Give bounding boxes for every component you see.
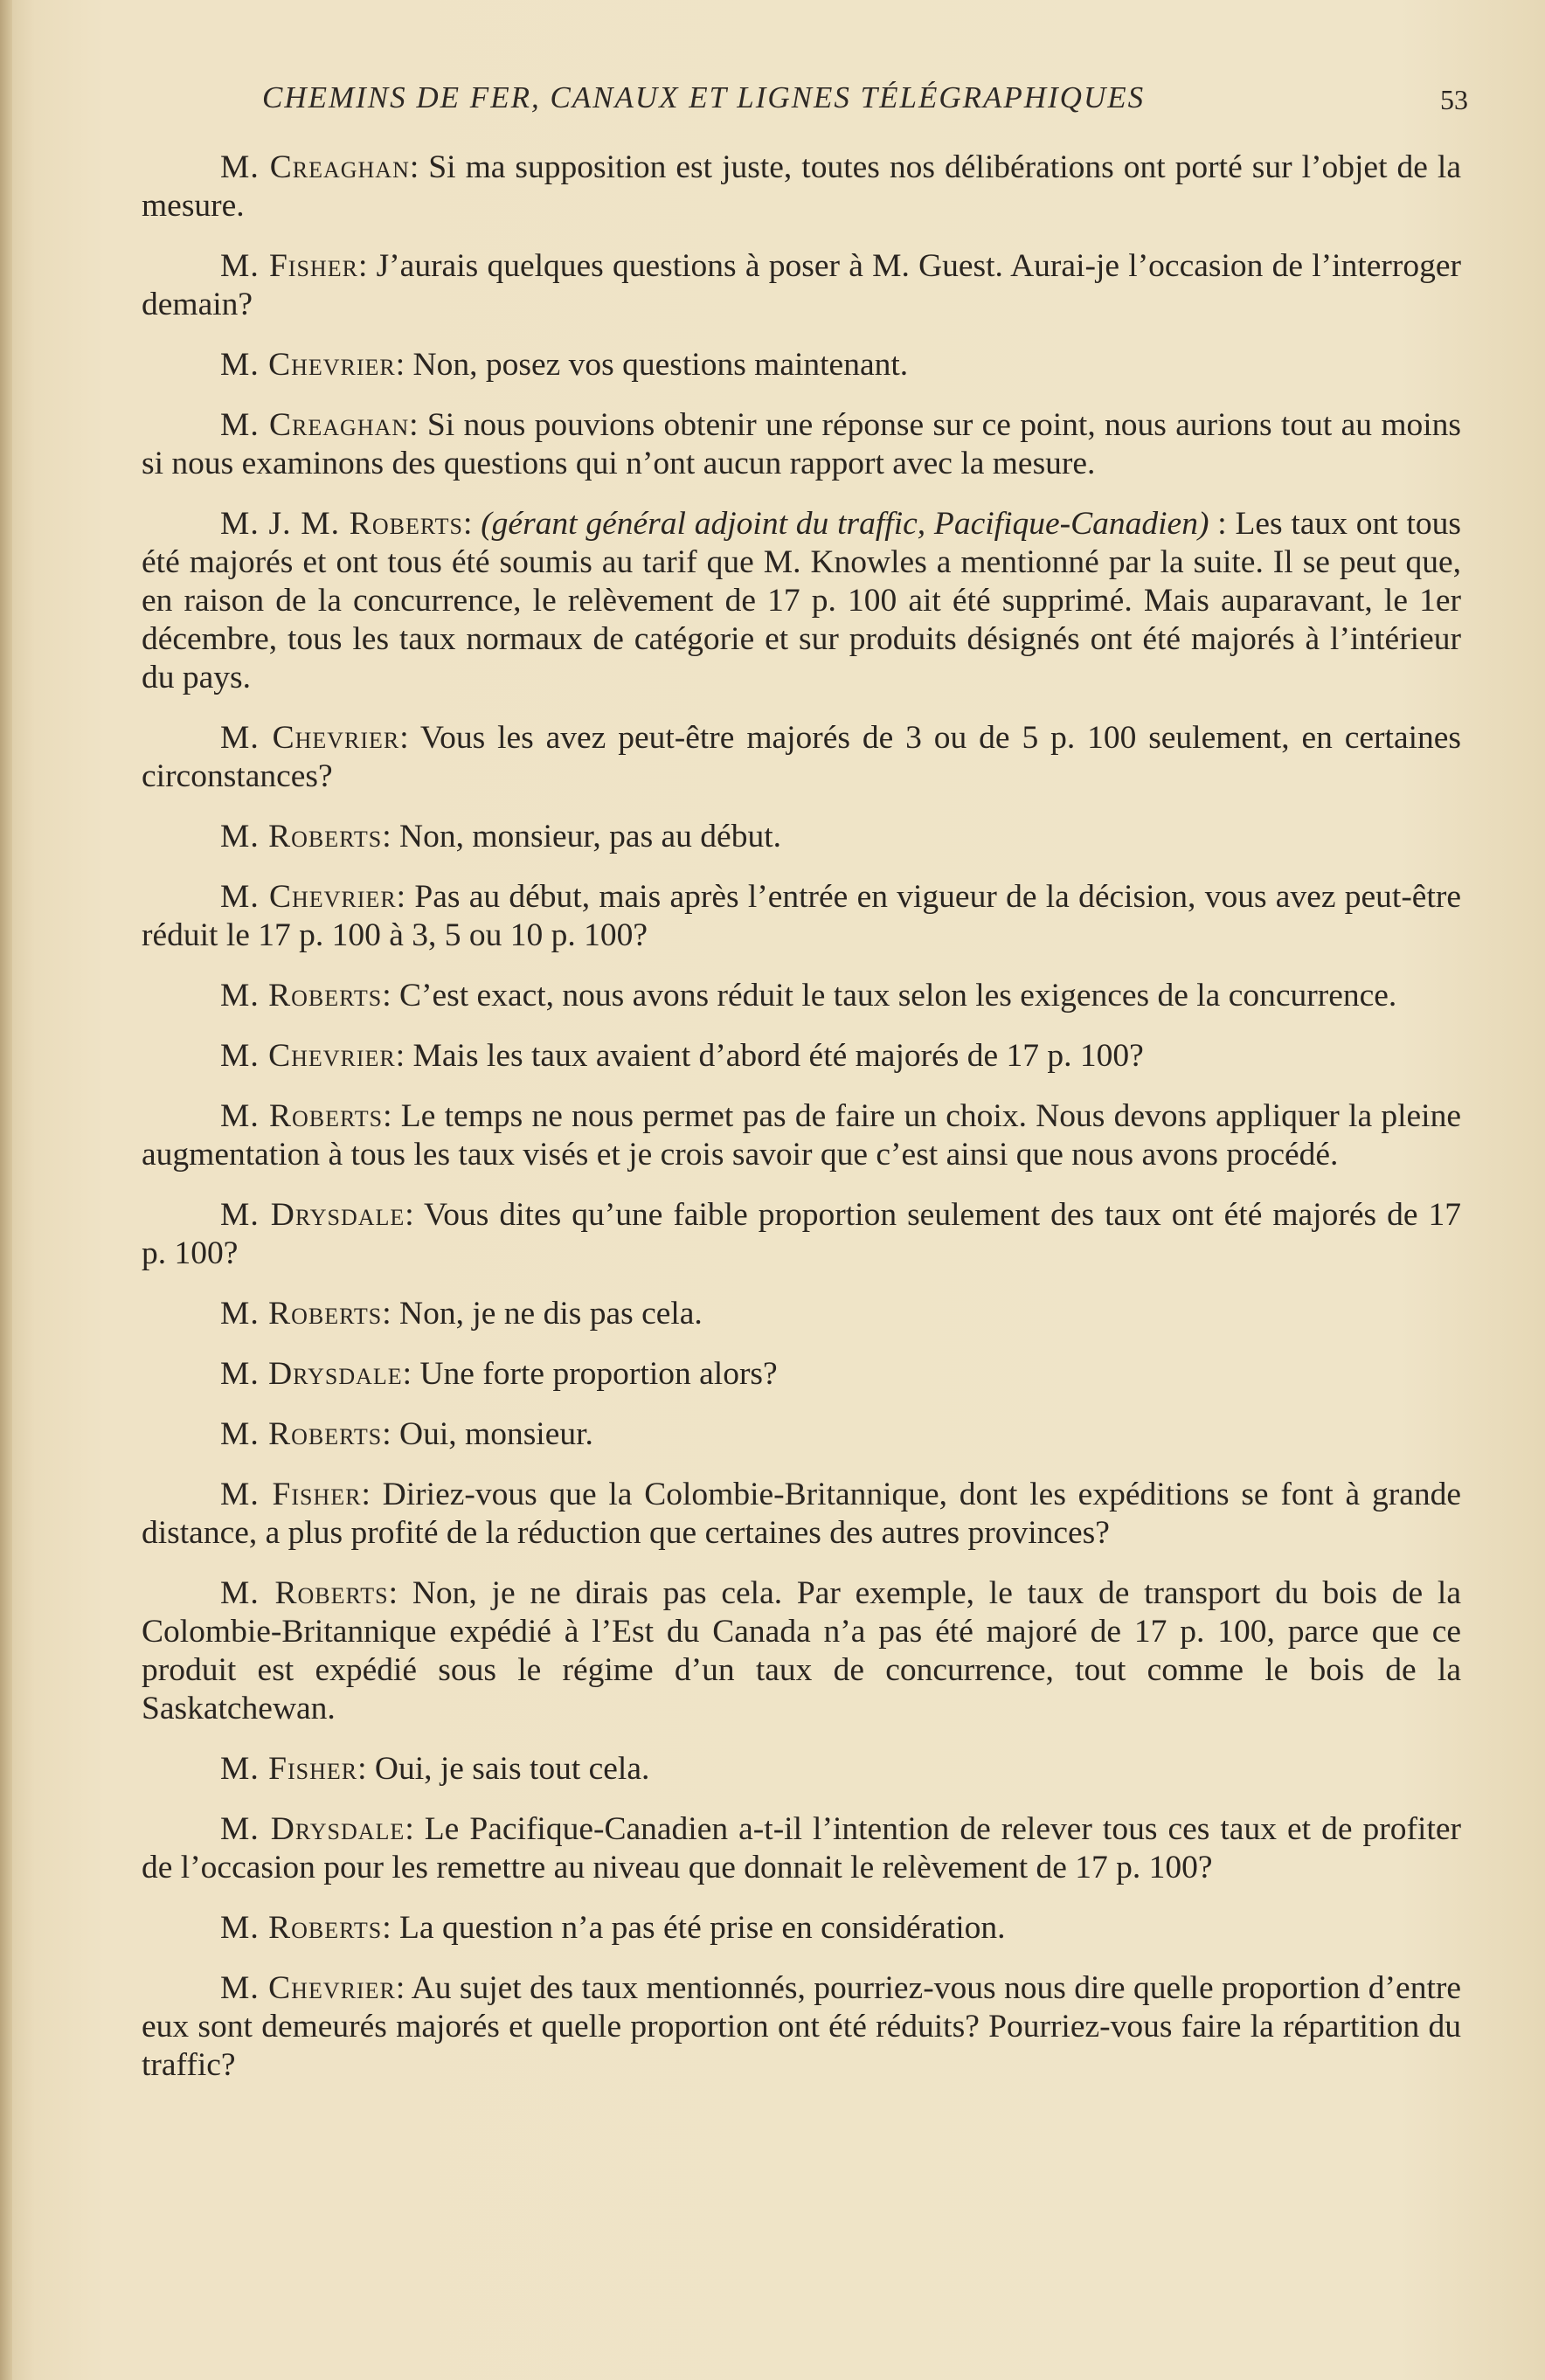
- speech-text: : Oui, monsieur.: [382, 1416, 593, 1452]
- transcript-paragraph: [142, 149, 1461, 225]
- speech-text: : C’est exact, nous avons réduit le taux selon les exigences de la concurrence.: [382, 978, 1397, 1014]
- transcript-paragraph: [142, 818, 1461, 856]
- transcript-paragraph: [142, 1037, 1461, 1076]
- speaker-name: M. Drysdale: [220, 1811, 405, 1847]
- speaker-role: (gérant général adjoint du traffic, Pacifique-Canadien): [481, 506, 1209, 542]
- speaker-name: M. Roberts: [220, 1098, 384, 1134]
- transcript-paragraph: [142, 1196, 1461, 1273]
- speech-text: : Si ma supposition est juste, toutes nos délibérations ont porté sur l’objet de la mesure.: [142, 149, 1461, 224]
- transcript-paragraph: [142, 1574, 1461, 1728]
- speaker-name: M. Creaghan: [220, 149, 410, 185]
- transcript-paragraph: [142, 1415, 1461, 1454]
- speaker-name: M. Fisher: [220, 248, 358, 284]
- speech-text: : Si nous pouvions obtenir une réponse sur ce point, nous aurions tout au moins si nous examinons des questions qui n’ont aucun rapport avec la mesure.: [142, 407, 1462, 481]
- speaker-name: M. Roberts: [220, 1416, 383, 1452]
- transcript-paragraph: [142, 719, 1461, 796]
- transcript-paragraph: [142, 1097, 1461, 1174]
- speech-text: : La question n’a pas été prise en considération.: [382, 1910, 1006, 1946]
- speech-text: : Pas au début, mais après l’entrée en vigueur de la décision, vous avez peut-être réduit le 17 p. 100 à 3, 5 ou 10 p. 100?: [142, 879, 1462, 953]
- speaker-name: M. Roberts: [220, 978, 383, 1014]
- speaker-name: M. Fisher: [220, 1477, 362, 1512]
- speech-text: : Les taux ont tous été majorés et ont tous été soumis au tarif que M. Knowles a mentionné par la suite. Il se peut que, en raison de la concurrence, le relèvement de 17 p. 100 ait été supprimé. Mais auparavant, le 1er décembre, tous les taux normaux de catégorie et sur produits désignés ont été majorés à l’intérieur du pays.: [142, 506, 1462, 695]
- transcript-paragraph: [142, 1810, 1461, 1887]
- speaker-name: M. Roberts: [220, 1910, 383, 1946]
- speech-text: : Non, posez vos questions maintenant.: [395, 347, 909, 383]
- page-header: [262, 80, 1468, 133]
- transcript-paragraph: [142, 247, 1461, 324]
- speaker-name: M. Creaghan: [220, 407, 410, 443]
- page-number: 53: [1440, 84, 1468, 115]
- speech-text: : Au sujet des taux mentionnés, pourriez-vous nous dire quelle proportion d’entre eux sont demeurés majorés et quelle proportion ont été réduits? Pourriez-vous faire la répartition du traffic?: [142, 1970, 1461, 2083]
- speaker-name: M. Roberts: [220, 1575, 389, 1611]
- transcript-paragraph: M. J. M. Roberts: (gérant général adjoint du traffic, Pacifique-Canadien) : Les taux ont tous été majorés et ont tous été soumis au tarif que M. Knowles a mentionné par la suite. Il se peut que, en raison de la concurrence, le relèvement de 17 p. 100 ait été supprimé. Mais auparavant, le 1er décembre, tous les taux normaux de catégorie et sur produits désignés ont été majorés à l’intérieur du pays.: [142, 506, 1462, 695]
- speaker-name: M. Drysdale: [220, 1356, 403, 1392]
- speech-text: : Le temps ne nous permet pas de faire un choix. Nous devons appliquer la pleine augmentation à tous les taux visés et je crois savoir que c’est ainsi que nous avons procédé.: [142, 1098, 1461, 1173]
- transcript-paragraph: [142, 346, 1461, 384]
- speaker-name: M. Chevrier: [220, 1970, 396, 2006]
- speaker-name: M. Chevrier: [220, 879, 397, 915]
- speech-text: : Une forte proportion alors?: [402, 1356, 778, 1392]
- transcript-paragraph: [142, 1295, 1461, 1333]
- speaker-name: M. Chevrier: [220, 347, 396, 383]
- speech-text: : Vous dites qu’une faible proportion seulement des taux ont été majorés de 17 p. 100?: [142, 1197, 1461, 1271]
- speaker-name: M. Chevrier: [220, 720, 400, 756]
- speech-text: : Mais les taux avaient d’abord été majorés de 17 p. 100?: [395, 1038, 1144, 1074]
- binding-edge: [0, 0, 12, 2380]
- transcript-paragraph: [142, 1909, 1461, 1948]
- speech-text: : Non, monsieur, pas au début.: [382, 819, 781, 854]
- transcript-paragraph: [142, 1476, 1461, 1553]
- running-head: CHEMINS DE FER, CANAUX ET LIGNES TÉLÉGRAPHIQUES: [262, 80, 1146, 114]
- speaker-name: M. Drysdale: [220, 1197, 405, 1233]
- transcript-paragraph: [142, 406, 1461, 483]
- speech-text: : J’aurais quelques questions à poser à M. Guest. Aurai-je l’occasion de l’interroger demain?: [142, 248, 1461, 322]
- speaker-name: M. Roberts: [220, 1296, 383, 1332]
- transcript-paragraph: [142, 878, 1461, 955]
- transcript-paragraph: [142, 1750, 1461, 1788]
- speech-text: : Non, je ne dis pas cela.: [382, 1296, 703, 1332]
- speech-text: : Le Pacifique-Canadien a-t-il l’intention de relever tous ces taux et de profiter de l’occasion pour les remettre au niveau que donnait le relèvement de 17 p. 100?: [142, 1811, 1461, 1885]
- transcript-body: [142, 149, 1461, 2107]
- transcript-paragraph: [142, 1969, 1461, 2085]
- speaker-name: M. Roberts: [220, 819, 383, 854]
- speech-text: : Non, je ne dirais pas cela. Par exemple, le taux de transport du bois de la Colombie-Britannique expédié à l’Est du Canada n’a pas été majoré de 17 p. 100, parce que ce produit est expédié sous le régime d’un taux de concurrence, tout comme le bois de la Saskatchewan.: [142, 1575, 1461, 1726]
- speech-text: : Diriez-vous que la Colombie-Britannique, dont les expéditions se font à grande distance, a plus profité de la réduction que certaines des autres provinces?: [142, 1477, 1461, 1551]
- speech-text: : Oui, je sais tout cela.: [357, 1751, 650, 1787]
- speaker-name: M. Fisher: [220, 1751, 358, 1787]
- speech-text: : Vous les avez peut-être majorés de 3 ou de 5 p. 100 seulement, en certaines circonstances?: [142, 720, 1461, 794]
- transcript-paragraph: [142, 1355, 1461, 1394]
- speaker-name: M. Chevrier: [220, 1038, 396, 1074]
- transcript-paragraph: [142, 977, 1461, 1015]
- speaker-name: M. J. M. Roberts: [220, 506, 463, 542]
